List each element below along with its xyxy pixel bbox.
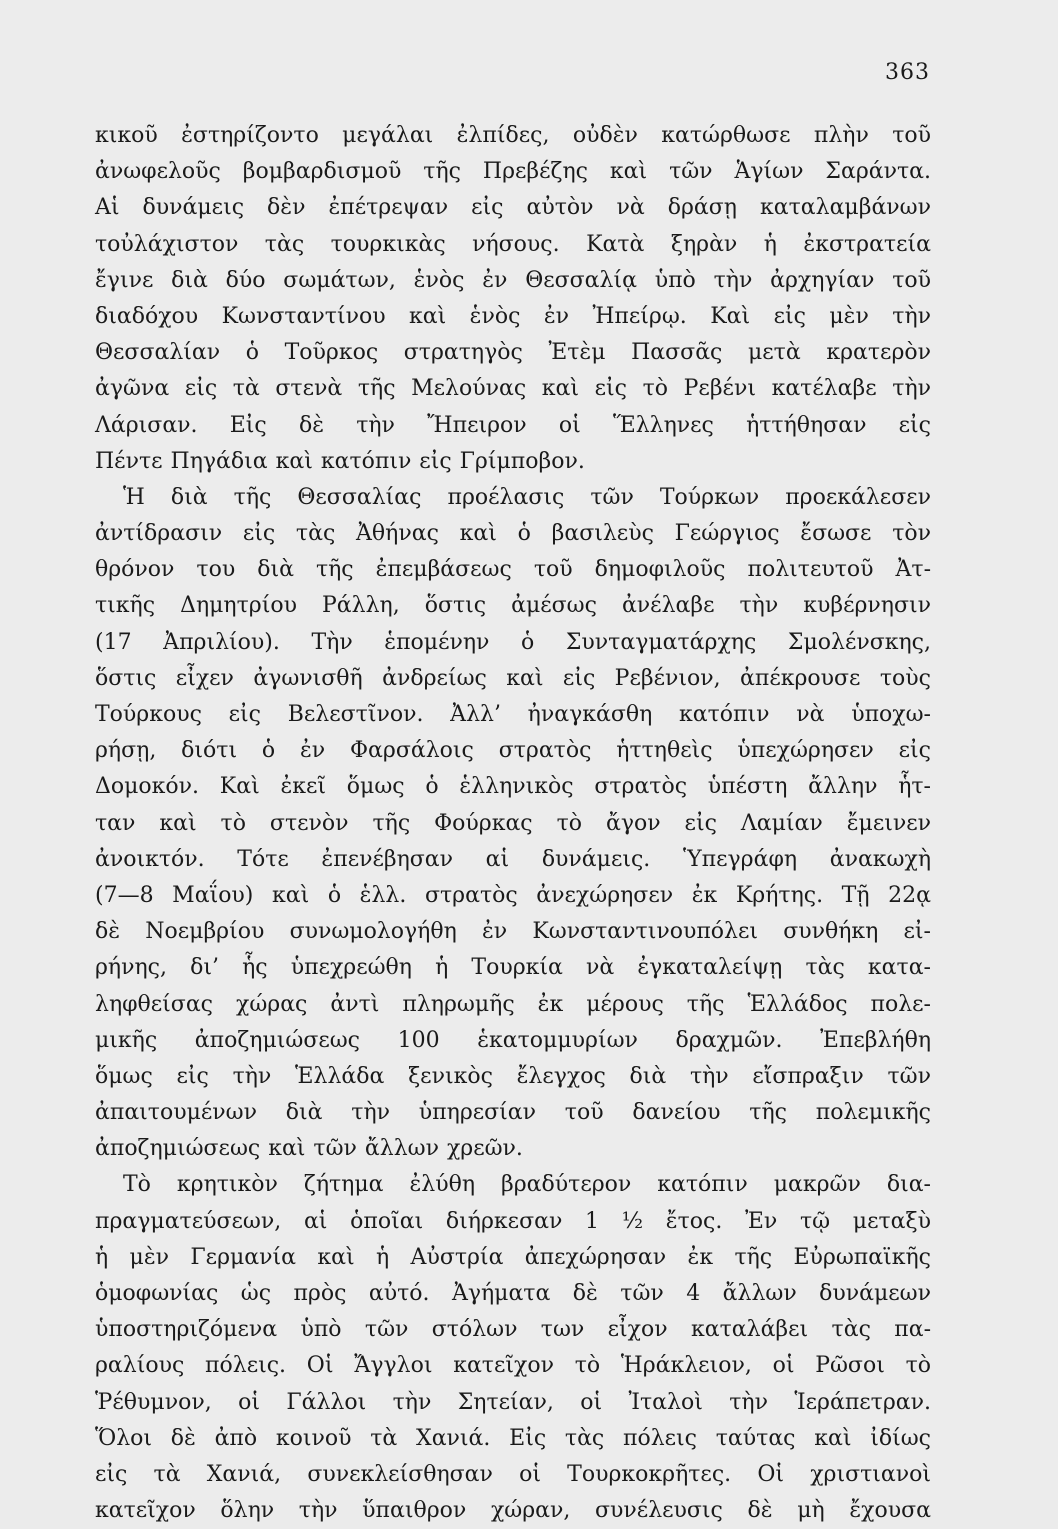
text-line: ὅμως εἰς τὴν Ἑλλάδα ξενικὸς ἔλεγχος διὰ τὴν εἴσπραξιν τῶν: [95, 1063, 931, 1089]
text-line: ἀπαιτουμένων διὰ τὴν ὑπηρεσίαν τοῦ δανείου τῆς πολεμικῆς: [95, 1100, 931, 1126]
text-line: ρήσῃ, διότι ὁ ἐν Φαρσάλοις στρατὸς ἡττηθεὶς ὑπεχώρησεν εἰς: [95, 738, 931, 764]
text-line: ἀντίδρασιν εἰς τὰς Ἀθήνας καὶ ὁ βασιλεὺς Γεώργιος ἔσωσε τὸν: [95, 521, 931, 547]
text-line: ἀνωφελοῦς βομβαρδισμοῦ τῆς Πρεβέζης καὶ τῶν Ἁγίων Σαράντα.: [95, 159, 931, 185]
text-line: διαδόχου Κωνσταντίνου καὶ ἑνὸς ἐν Ἠπείρῳ. Καὶ εἰς μὲν τὴν: [95, 303, 931, 329]
text-line: ταν καὶ τὸ στενὸν τῆς Φούρκας τὸ ἄγον εἰς Λαμίαν ἔμεινεν: [95, 810, 931, 836]
text-line: κικοῦ ἐστηρίζοντο μεγάλαι ἐλπίδες, οὐδὲν κατώρθωσε πλὴν τοῦ: [95, 123, 931, 148]
text-line: ἀνοικτόν. Τότε ἐπενέβησαν αἱ δυνάμεις. Ὑπεγράφη ἀνακωχὴ: [95, 846, 931, 872]
text-line: (7—8 Μαΐου) καὶ ὁ ἑλλ. στρατὸς ἀνεχώρησεν ἐκ Κρήτης. Τῇ 22ᾳ: [95, 882, 931, 908]
text-line: κατεῖχον ὅλην τὴν ὕπαιθρον χώραν, συνέλευσις δὲ μὴ ἔχουσα: [95, 1498, 931, 1524]
text-line: τικῆς Δημητρίου Ράλλη, ὅστις ἀμέσως ἀνέλαβε τὴν κυβέρνησιν: [95, 593, 931, 619]
text-line: δὲ Νοεμβρίου συνωμολογήθη ἐν Κωνσταντινουπόλει συνθήκη εἰ-: [95, 919, 931, 945]
paragraph-2: [95, 480, 931, 1168]
text-line: Δομοκόν. Καὶ ἐκεῖ ὅμως ὁ ἑλληνικὸς στρατὸς ὑπέστη ἄλλην ἧτ-: [95, 774, 931, 800]
text-line: Ῥέθυμνον, οἱ Γάλλοι τὴν Σητείαν, οἱ Ἰταλοὶ τὴν Ἱεράπετραν.: [95, 1389, 931, 1415]
text-line: εἰς τὰ Χανιά, συνεκλείσθησαν οἱ Τουρκοκρῆτες. Οἱ χριστιανοὶ: [95, 1461, 931, 1487]
paragraph-3: [95, 1167, 931, 1529]
text-line: ἀγῶνα εἰς τὰ στενὰ τῆς Μελούνας καὶ εἰς τὸ Ρεβένι κατέλαβε τὴν: [95, 376, 931, 402]
text-line: Ὅλοι δὲ ἀπὸ κοινοῦ τὰ Χανιά. Εἰς τὰς πόλεις ταύτας καὶ ἰδίως: [95, 1425, 931, 1451]
text-line: ὅστις εἶχεν ἀγωνισθῆ ἀνδρείως καὶ εἰς Ρεβένιον, ἀπέκρουσε τοὺς: [95, 665, 931, 691]
text-line: ὁμοφωνίας ὡς πρὸς αὐτό. Ἀγήματα δὲ τῶν 4 ἄλλων δυνάμεων: [95, 1281, 931, 1306]
text-line: πραγματεύσεων, αἱ ὁποῖαι διήρκεσαν 1 ½ ἔτος. Ἐν τῷ μεταξὺ: [95, 1208, 931, 1234]
text-line: τοὐλάχιστον τὰς τουρκικὰς νήσους. Κατὰ ξηρὰν ἡ ἐκστρατεία: [95, 231, 931, 257]
paragraph-1: [95, 118, 931, 480]
text-line: ρήνης, δι’ ἧς ὑπεχρεώθη ἡ Τουρκία νὰ ἐγκαταλείψῃ τὰς κατα-: [95, 955, 931, 981]
text-line: θρόνον του διὰ τῆς ἐπεμβάσεως τοῦ δημοφιλοῦς πολιτευτοῦ Ἀτ-: [95, 557, 931, 583]
text-line: ἔγινε διὰ δύο σωμάτων, ἑνὸς ἐν Θεσσαλίᾳ ὑπὸ τὴν ἀρχηγίαν τοῦ: [95, 267, 931, 293]
body-text: [95, 118, 931, 1529]
text-line: ἀποζημιώσεως καὶ τῶν ἄλλων χρεῶν.: [95, 1136, 523, 1162]
text-line: (17 Ἀπριλίου). Τὴν ἑπομένην ὁ Συνταγματάρχης Σμολένσκης,: [95, 629, 931, 655]
text-line: Ἡ διὰ τῆς Θεσσαλίας προέλασις τῶν Τούρκων προεκάλεσεν: [123, 484, 931, 510]
text-line: Λάρισαν. Εἰς δὲ τὴν Ἤπειρον οἱ Ἕλληνες ἡττήθησαν εἰς: [95, 412, 931, 438]
text-line: Πέντε Πηγάδια καὶ κατόπιν εἰς Γρίμποβον.: [95, 448, 585, 474]
text-line: Τούρκους εἰς Βελεστῖνον. Ἀλλ’ ἠναγκάσθη κατόπιν νὰ ὑποχω-: [95, 702, 931, 727]
text-line: ληφθείσας χώρας ἀντὶ πληρωμῆς ἐκ μέρους τῆς Ἑλλάδος πολε-: [95, 991, 931, 1017]
text-line: Τὸ κρητικὸν ζήτημα ἐλύθη βραδύτερον κατόπιν μακρῶν δια-: [123, 1172, 931, 1198]
text-line: ἡ μὲν Γερμανία καὶ ἡ Αὐστρία ἀπεχώρησαν ἐκ τῆς Εὐρωπαϊκῆς: [95, 1244, 931, 1270]
text-line: Θεσσαλίαν ὁ Τοῦρκος στρατηγὸς Ἐτὲμ Πασσᾶς μετὰ κρατερὸν: [95, 340, 931, 366]
page-number: 363: [885, 60, 930, 85]
text-line: ὑποστηριζόμενα ὑπὸ τῶν στόλων των εἶχον καταλάβει τὰς πα-: [95, 1317, 931, 1343]
text-line: Αἱ δυνάμεις δὲν ἐπέτρεψαν εἰς αὐτὸν νὰ δράσῃ καταλαμβάνων: [95, 195, 931, 221]
text-line: μικῆς ἀποζημιώσεως 100 ἑκατομμυρίων δραχμῶν. Ἐπεβλήθη: [95, 1027, 931, 1053]
text-line: ραλίους πόλεις. Οἱ Ἄγγλοι κατεῖχον τὸ Ἡράκλειον, οἱ Ρῶσοι τὸ: [95, 1353, 931, 1379]
